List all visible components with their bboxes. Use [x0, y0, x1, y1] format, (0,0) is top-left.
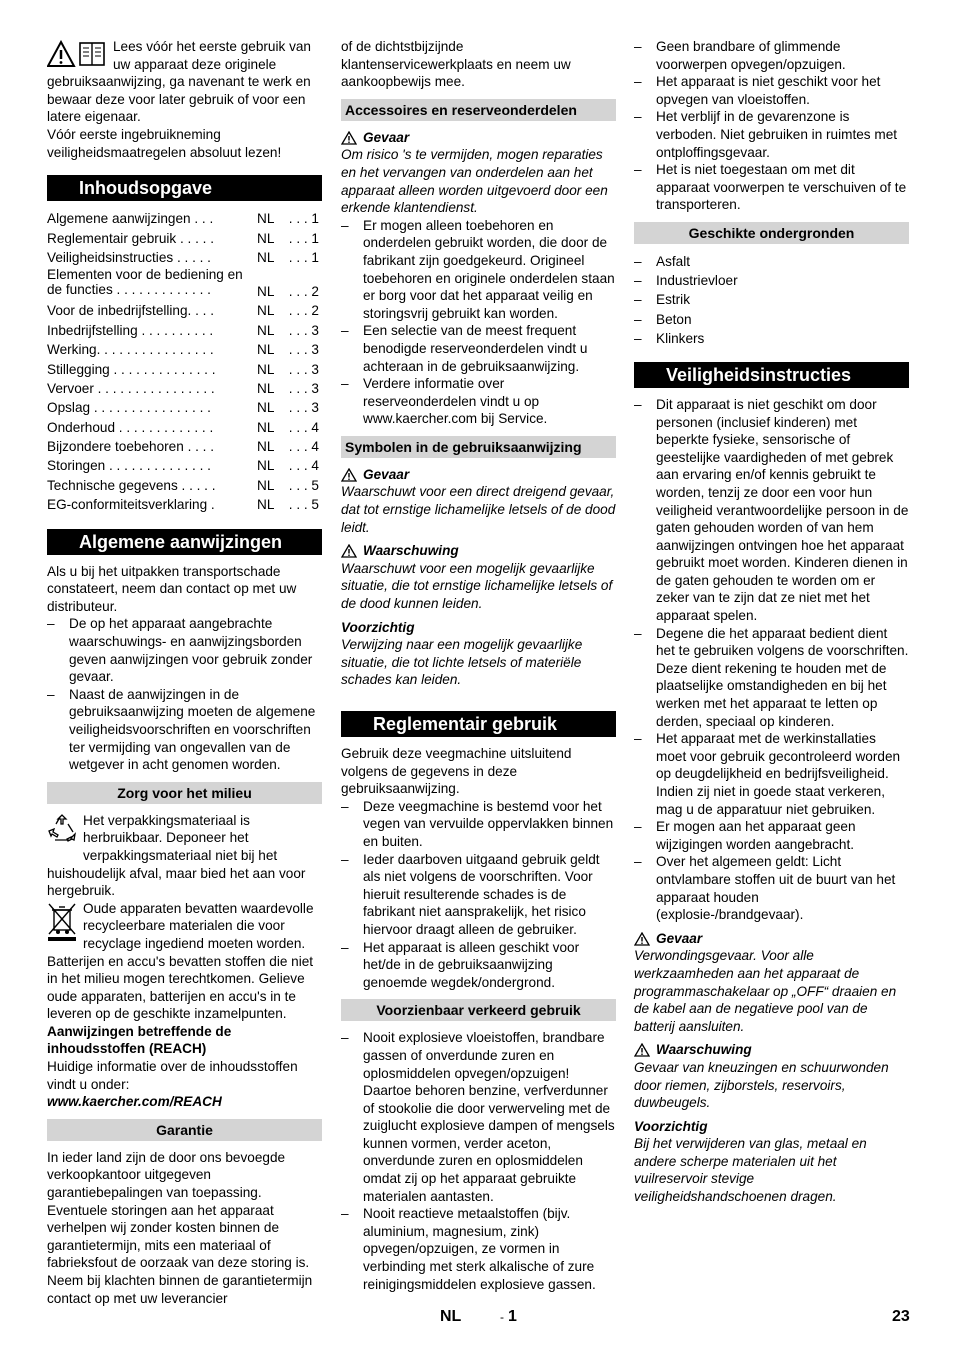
list-item: – Industrievloer: [634, 271, 909, 290]
caution-signal: [341, 619, 616, 637]
toc-heading: Inhoudsopgave: [47, 175, 322, 201]
intro-text-2: Vóór eerste ingebruikneming veiligheidsmaatregelen absoluut lezen!: [47, 126, 282, 160]
footer-section-page-number: 1: [508, 1308, 517, 1325]
list-item: – Het apparaat met de werkinstallaties moet voor gebruik gecontroleerd worden op deugdelijkheid en bedrijfsveiligheid. Indien zij niet in goede staat verkeren, mag u de apparatuur niet gebruiken.: [634, 730, 909, 818]
recycle-icon: [47, 814, 77, 849]
misuse-heading: Voorzienbaar verkeerd gebruik: [341, 999, 616, 1021]
general-list: [47, 615, 322, 773]
danger-signal: [341, 466, 616, 484]
list-item: – Estrik: [634, 290, 909, 309]
list-item: – Geen brandbare of glimmende voorwerpen opvegen/opzuigen.: [634, 38, 909, 73]
list-item: – De op het apparaat aangebrachte waarschuwings- en aanwijzingsborden geven aanwijzingen voor gebruik zonder gevaar.: [47, 615, 322, 685]
toc-row[interactable]: Veiligheidsinstructies . . . . . NL . . . 1: [47, 249, 319, 265]
crossed-bin-icon: [47, 902, 77, 947]
toc-row[interactable]: Werking. . . . . . . . . . . . . . . . NL . . . 3: [47, 342, 319, 358]
danger-signal: [341, 129, 616, 147]
warning-signal: [634, 1041, 909, 1059]
list-item: – Een selectie van de meest frequent benodigde reserveonderdelen vindt u achteraan in de gebruiksaanwijzing.: [341, 322, 616, 375]
list-item: – Naast de aanwijzingen in de gebruiksaanwijzing moeten de algemene veiligheidsvoorschriften en voorschriften ter vermijding van ongevallen van de wetgever in acht genomen worden.: [47, 686, 322, 774]
toc-row[interactable]: Technische gegevens . . . . . NL . . . 5: [47, 477, 319, 493]
list-item: – Er mogen alleen toebehoren en onderdelen gebruikt worden, die door de fabrikant zijn goedgekeurd. Origineel toebehoren en originele onderdelen staan er borg voor dat het apparaat veilig en storingsvrij gebruikt kan worden.: [341, 217, 616, 323]
list-item: – Degene die het apparaat bedient dient het te gebruiken volgens de voorschriften. Deze dient rekening te houden met de plaatselijke omstandigheden en bij het werken met het apparaat te letten op derden, speciaal op kinderen.: [634, 625, 909, 731]
caution-text: Verwijzing naar een mogelijk gevaarlijke situatie, die tot lichte letsels of materiële schades kan leiden.: [341, 637, 583, 688]
warranty-heading: Garantie: [47, 1119, 322, 1141]
warning-manual-icon: [47, 40, 107, 73]
list-item: – Over het algemeen geldt: Licht ontvlambare stoffen uit de buurt van het apparaat houden (explosie-/brandgevaar).: [634, 853, 909, 923]
list-item: – Het apparaat is alleen geschikt voor het/de in de gebruiksaanwijzing genoemde wegdek/ondergrond.: [341, 939, 616, 992]
signal-label: Waarschuwing: [656, 1042, 752, 1058]
list-item: – Verdere informatie over reserveonderdelen vindt u op www.kaercher.com bij Service.: [341, 375, 616, 428]
list-item: – Het is niet toegestaan om met dit apparaat voorwerpen te verschuiven of te transporteren.: [634, 161, 909, 214]
packaging-block: [47, 812, 322, 900]
intended-use-heading: Reglementair gebruik: [341, 711, 616, 737]
list-item: – Klinkers: [634, 329, 909, 348]
warranty-text-continued: of de dichtstbijzijnde klantenservicewerkplaats en neem uw aankoopbewijs mee.: [341, 39, 571, 90]
signal-label: Waarschuwing: [363, 543, 459, 559]
column-2: [341, 38, 616, 1293]
caution-signal: [634, 1118, 909, 1136]
list-item: – Het apparaat is niet geschikt voor het opvegen van vloeistoffen.: [634, 73, 909, 108]
reach-text: Huidige informatie over de inhoudsstoffen vindt u onder:: [47, 1059, 298, 1092]
signal-label: Voorzichtig: [341, 619, 415, 635]
list-item: – Het verblijf in de gevarenzone is verboden. Niet gebruiken in ruimtes met ontploffingsgevaar.: [634, 108, 909, 161]
intended-use-list: [341, 798, 616, 992]
list-item: – Er mogen aan het apparaat geen wijzigingen worden aangebracht.: [634, 818, 909, 853]
signal-label: Gevaar: [363, 129, 410, 145]
warranty-text: In ieder land zijn de door ons bevoegde verkoopkantoor uitgegeven garantiebepalingen van toepassing. Eventuele storingen aan het apparaat verhelpen wij zonder kosten binnen de garantietermijn, mits een materiaal of fabrieksfout de oorzaak van deze storing is. Neem bij klachten binnen de garantietermijn contact op met uw leverancier: [47, 1149, 313, 1306]
list-item: – Nooit reactieve metaalstoffen (bijv. aluminium, magnesium, zink) opvegen/opzuigen, ze vormen in verbinding met sterk alkalische of zure reinigingsmiddelen explosieve gassen.: [341, 1205, 616, 1293]
general-text: Als u bij het uitpakken transportschade constateert, neem dan contact op met uw distributeur.: [47, 563, 297, 614]
toc-list: [47, 209, 322, 514]
warning-triangle-icon: [341, 131, 357, 145]
danger-text: Waarschuwt voor een direct dreigend gevaar, dat tot ernstige lichamelijke letsels of de dood leidt.: [341, 484, 616, 535]
safety-danger-text: Verwondingsgevaar. Voor alle werkzaamheden aan het apparaat de programmaschakelaar op „OFF“ draaien en de kabel aan de negatieve pool van de batterij aansluiten.: [634, 948, 897, 1034]
toc-row[interactable]: Inbedrijfstelling . . . . . . . . . . NL . . . 3: [47, 322, 319, 338]
toc-row[interactable]: Bijzondere toebehoren . . . . NL . . . 4: [47, 439, 319, 455]
toc-row[interactable]: EG-conformiteitsverklaring . NL . . . 5: [47, 497, 319, 513]
old-devices-text: Oude apparaten bevatten waardevolle recycleerbare materialen die voor recyclage ingediend moeten worden. Batterijen en accu's bevatten stoffen die niet in het milieu mogen terechtkomen. Gelieve oude apparaten, batterijen en accu's in te leveren op de geschikte inzamelpunten.: [47, 900, 314, 1022]
signal-label: Gevaar: [656, 930, 703, 946]
toc-row[interactable]: Reglementair gebruik . . . . . NL . . . 1: [47, 230, 319, 246]
intro-text: Lees vóór het eerste gebruik van uw apparaat deze originele gebruiksaanwijzing, ga navenant te werk en bewaar deze voor later gebruik of voor een latere eigenaar.: [47, 39, 311, 125]
accessories-list: [341, 217, 616, 428]
warning-triangle-icon: [634, 1043, 650, 1057]
warning-text: Waarschuwt voor een mogelijk gevaarlijke situatie, die tot ernstige lichamelijke letsels of de dood kunnen leiden.: [341, 560, 613, 612]
safety-list: [634, 396, 909, 924]
list-item: – Deze veegmachine is bestemd voor het vegen van vervuilde oppervlakken binnen en buiten.: [341, 798, 616, 851]
warning-signal: [341, 542, 616, 560]
footer-language: NL: [440, 1308, 462, 1325]
accessories-heading: Accessoires en reserveonderdelen: [341, 99, 616, 121]
footer-dash: -: [500, 1310, 504, 1324]
list-item: – Asfalt: [634, 252, 909, 271]
list-item: – Dit apparaat is niet geschikt om door personen (inclusief kinderen) met beperkte fysieke, sensorische of geestelijke vaardigheden of met gebrek aan ervaring en/of kennis gebruikt te worden, tenzij ze door een voor hun veiligheid verantwoordelijke persoon in de gaten gehouden worden of van hem aanwijzingen ontvingen hoe het apparaat gebruikt moet worden. Kinderen dienen in de gaten gehouden te worden om er zeker van te zijn dat ze niet met het apparaat spelen.: [634, 396, 909, 625]
surfaces-list: [634, 252, 909, 348]
toc-row[interactable]: Voor de inbedrijfstelling. . . . NL . . . 2: [47, 303, 319, 319]
danger-signal: [634, 930, 909, 948]
signal-label: Voorzichtig: [634, 1118, 708, 1134]
footer-page-number: 23: [892, 1308, 910, 1325]
column-3: [634, 38, 909, 1206]
warning-triangle-icon: [341, 468, 357, 482]
signal-label: Gevaar: [363, 466, 410, 482]
misuse-list-continued: [634, 38, 909, 214]
column-1: [47, 38, 322, 1307]
safety-heading: Veiligheidsinstructies: [634, 362, 909, 388]
toc-row[interactable]: Elementen voor de bediening en de functies . . . . . . . . . . . . . NL . . . 2: [47, 267, 319, 300]
warning-triangle-icon: [341, 544, 357, 558]
toc-row[interactable]: Onderhoud . . . . . . . . . . . . . NL . . . 4: [47, 419, 319, 435]
safety-caution-text: Bij het verwijderen van glas, metaal en andere scherpe materialen uit het vuilreservoir stevige veiligheidshandschoenen dragen.: [634, 1136, 867, 1205]
environment-heading: Zorg voor het milieu: [47, 782, 322, 804]
list-item: – Nooit explosieve vloeistoffen, brandbare gassen of onverdunde zuren en oplosmiddelen opvegen/opzuigen! Daartoe behoren benzine, verfverdunner of stookolie die door verwerveling met de zuiglucht explosieve dampen of mengsels kunnen vormen, verder aceton, onverdunde zuren en oplosmiddelen omdat zij op het apparaat gebruikte materialen aantasten.: [341, 1029, 616, 1205]
misuse-list: [341, 1029, 616, 1293]
accessories-warning: Om risico 's te vermijden, mogen reparaties en het vervangen van onderdelen aan het apparaat alleen worden uitgevoerd door een erkende klantendienst.: [341, 147, 608, 216]
symbols-heading: Symbolen in de gebruiksaanwijzing: [341, 436, 616, 458]
intended-use-text: Gebruik deze veegmachine uitsluitend volgens de gegevens in deze gebruiksaanwijzing.: [341, 746, 572, 797]
safety-warning-text: Gevaar van kneuzingen en schuurwonden door riemen, zijborstels, reservoirs, duwbeugels.: [634, 1059, 889, 1111]
general-heading: Algemene aanwijzingen: [47, 529, 322, 555]
old-devices-block: [47, 900, 322, 1023]
surfaces-heading: Geschikte ondergronden: [634, 222, 909, 244]
reach-link[interactable]: www.kaercher.com/REACH: [47, 1094, 222, 1110]
reach-heading: Aanwijzingen betreffende de inhoudsstoffen (REACH): [47, 1023, 232, 1057]
toc-row[interactable]: Algemene aanwijzingen . . . NL . . . 1: [47, 211, 319, 227]
warning-triangle-icon: [634, 932, 650, 946]
toc-row[interactable]: Opslag . . . . . . . . . . . . . . . . NL . . . 3: [47, 400, 319, 416]
packaging-text: Het verpakkingsmateriaal is herbruikbaar. Deponeer het verpakkingsmateriaal niet bij het huishoudelijk afval, maar bied het aan voor hergebruik.: [47, 812, 306, 899]
footer-section-page: [500, 1308, 517, 1327]
toc-row[interactable]: Vervoer . . . . . . . . . . . . . . . . NL . . . 3: [47, 380, 319, 396]
toc-row[interactable]: Stillegging . . . . . . . . . . . . . . NL . . . 3: [47, 361, 319, 377]
toc-row[interactable]: Storingen . . . . . . . . . . . . . . NL . . . 4: [47, 458, 319, 474]
intro-block: [47, 38, 322, 161]
list-item: – Beton: [634, 310, 909, 329]
list-item: – Ieder daarboven uitgaand gebruik geldt als niet volgens de voorschriften. Voor hieruit resulterende schades is de fabrikant niet aansprakelijk, het risico hiervoor draagt alleen de gebruiker.: [341, 851, 616, 939]
